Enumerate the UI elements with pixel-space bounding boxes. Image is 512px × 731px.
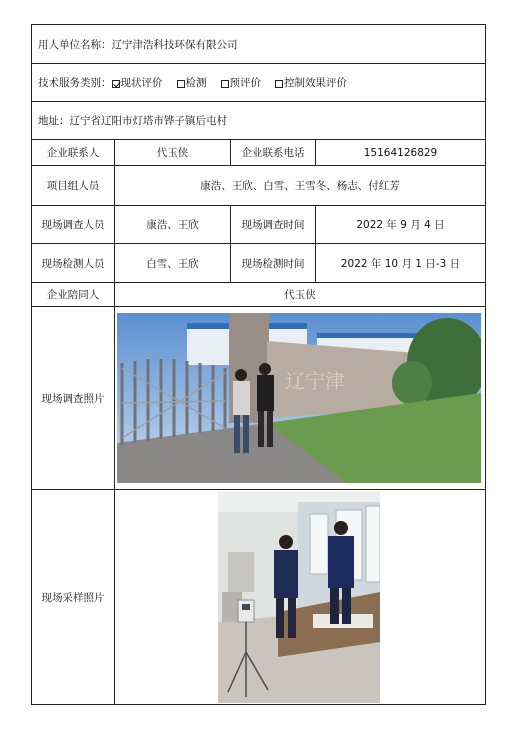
gate-sign-text: 辽宁津 (285, 369, 345, 393)
testing-value: 白雪、王欣 (114, 244, 230, 282)
survey-value: 康浩、王欣 (114, 206, 230, 243)
testing-time-label: 现场检测时间 (230, 244, 315, 282)
team-value: 康浩、王欣、白雪、王雪冬、杨志、付红芳 (114, 166, 485, 205)
address-label: 地址： (38, 115, 70, 127)
checkbox-checked-icon[interactable] (112, 80, 120, 88)
service-label: 技术服务类别： (38, 77, 112, 89)
escort-row (32, 283, 485, 307)
service-row (32, 64, 485, 102)
survey-photo (117, 313, 481, 483)
address-row (32, 102, 485, 140)
survey-photo-label: 现场调查照片 (41, 392, 105, 405)
service-option-testing[interactable]: 检测 (177, 75, 207, 90)
survey-photo-row (32, 307, 485, 490)
contact-label: 企业联系人 (46, 147, 100, 159)
escort-value: 代玉侠 (114, 283, 485, 306)
team-row (32, 166, 485, 206)
address-value: 辽宁省辽阳市灯塔市铧子镇后屯村 (69, 115, 227, 127)
employer-row (32, 25, 485, 64)
service-option-pre-eval[interactable]: 预评价 (221, 75, 262, 90)
phone-label: 企业联系电话 (230, 140, 315, 165)
contact-row (32, 140, 485, 166)
checkbox-icon[interactable] (177, 80, 185, 88)
contact-value: 代玉侠 (114, 140, 230, 165)
sampling-photo-label: 现场采样照片 (41, 591, 105, 604)
testing-label: 现场检测人员 (41, 257, 105, 270)
survey-label: 现场调查人员 (41, 219, 105, 231)
survey-time-value: 2022 年 9 月 4 日 (315, 206, 485, 243)
sampling-photo-row (32, 490, 485, 704)
checkbox-icon[interactable] (275, 80, 283, 88)
testing-time-value: 2022 年 10 月 1 日-3 日 (315, 244, 485, 282)
escort-label: 企业陪同人 (46, 289, 100, 301)
service-option-control[interactable]: 控制效果评价 (275, 75, 347, 90)
team-label: 项目组人员 (46, 180, 100, 192)
survey-time-label: 现场调查时间 (230, 206, 315, 243)
record-form (31, 24, 486, 705)
checkbox-icon[interactable] (221, 80, 229, 88)
service-option-status[interactable]: 现状评价 (112, 75, 163, 90)
employer-value: 辽宁津浩科技环保有限公司 (111, 38, 238, 51)
phone-value: 15164126829 (315, 140, 485, 165)
employer-label: 用人单位名称： (38, 38, 112, 51)
testing-row (32, 244, 485, 283)
survey-row (32, 206, 485, 244)
sampling-photo (218, 492, 380, 703)
